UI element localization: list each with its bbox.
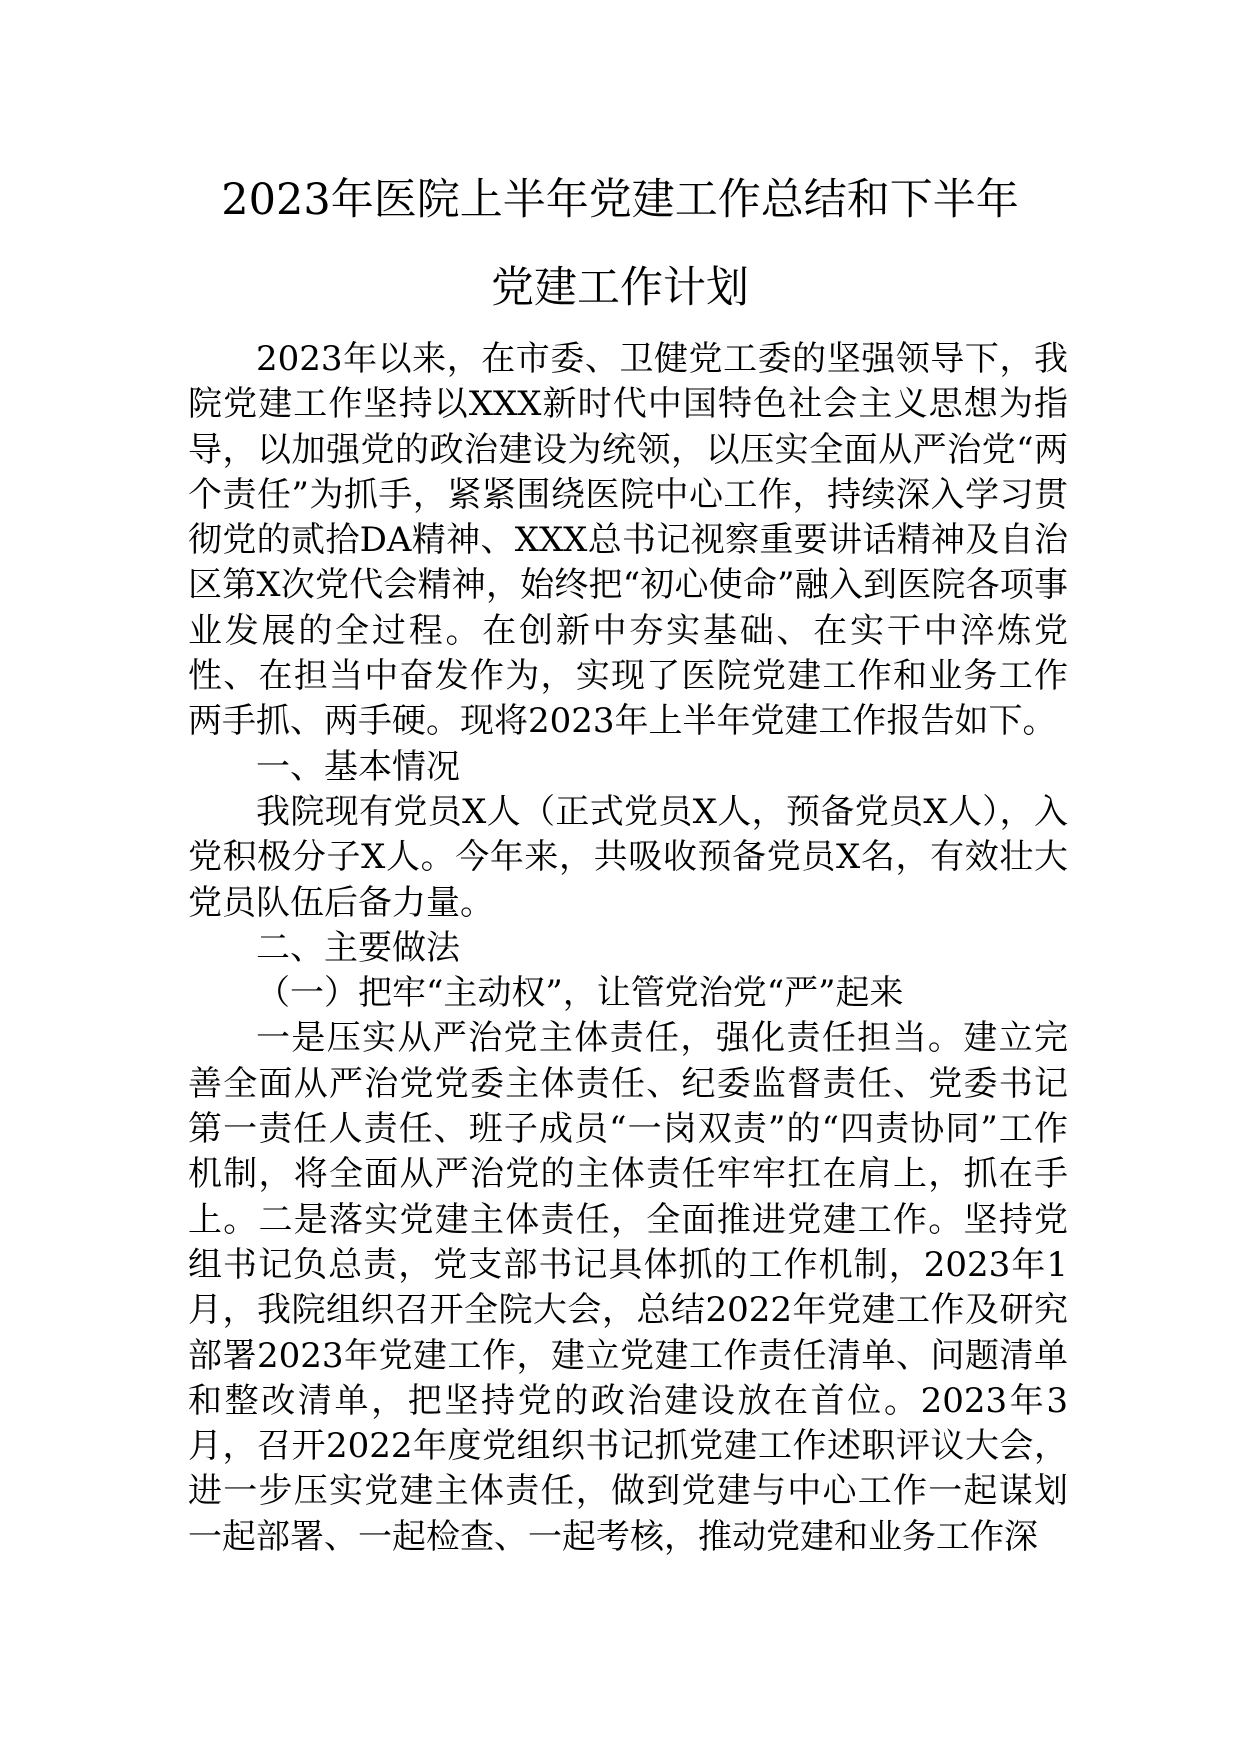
document-title-line-1: 2023年医院上半年党建工作总结和下半年 [221,175,1019,225]
document-title-line-2: 党建工作计划 [491,263,749,313]
intro-paragraph: 2023年以来，在市委、卫健党工委的坚强领导下，我院党建工作坚持以XXX新时代中国特色社会主义思想为指导，以加强党的政治建设为统领，以压实全面从严治党“两个责任”为抓手，紧紧围绕医院中心工作，持续深入学习贯彻党的贰拾DA精神、XXX总书记视察重要讲话精神及自治区第X次党代会精神，始终把“初心使命”融入到医院各项事业发展的全过程。在创新中夯实基础、在实干中淬炼党性、在担当中奋发作为，实现了医院党建工作和业务工作两手抓、两手硬。现将2023年上半年党建工作报告如下。 [188,339,1068,742]
subsection-1-paragraph: 一是压实从严治党主体责任，强化责任担当。建立完善全面从严治党党委主体责任、纪委监督责任、党委书记第一责任人责任、班子成员“一岗双责”的“四责协同”工作机制，将全面从严治党的主体责任牢牢扛在肩上，抓在手上。二是落实党建主体责任，全面推进党建工作。坚持党组书记负总责，党支部书记具体抓的工作机制，2023年1月，我院组织召开全院大会，总结2022年党建工作及研究部署2023年党建工作，建立党建工作责任清单、问题清单和整改清单，把坚持党的政治建设放在首位。2023年3月，召开2022年度党组织书记抓党建工作述职评议大会，进一步压实党建主体责任，做到党建与中心工作一起谋划一起部署、一起检查、一起考核，推动党建和业务工作深 [188,1018,1068,1557]
basic-situation-paragraph: 我院现有党员X人（正式党员X人，预备党员X人），入党积极分子X人。今年来，共吸收预备党员X名，有效壮大党员队伍后备力量。 [188,791,1068,923]
section-heading-main-practices: 二、主要做法 [256,927,460,968]
subsection-heading-1: （一）把牢“主动权”，让管党治党“严”起来 [256,973,904,1014]
document-body [188,337,1068,1560]
section-heading-basic-situation: 一、基本情况 [256,746,460,787]
